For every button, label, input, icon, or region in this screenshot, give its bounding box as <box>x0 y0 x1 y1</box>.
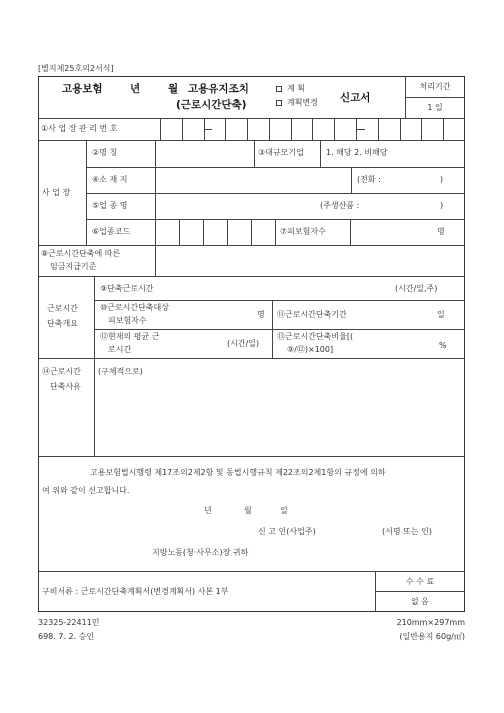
declaration-text-line2: 여 위와 같이 신고합니다. <box>42 486 130 495</box>
reduction-ratio-label-line1: ⑬근로시간단축비율[( <box>277 332 354 341</box>
plan-option-label: 계 획 <box>287 84 305 93</box>
form-title-part2: 고용유지조치 <box>188 83 249 95</box>
large-company-options[interactable]: 1. 해당 2. 비해당 <box>326 148 388 157</box>
biz-number-label: ①사 업 장 관 리 번 호 <box>41 124 118 133</box>
report-label: 신고서 <box>340 92 371 104</box>
target-count-unit: 명 <box>257 310 265 319</box>
reduction-period-field[interactable] <box>360 301 430 328</box>
paper-size: 210mm×297mm <box>396 618 465 627</box>
plan-checkbox[interactable] <box>276 86 282 92</box>
reduction-ratio-label-line2: ⑨/⑫)×100] <box>287 345 334 354</box>
main-product-label: (주생산품 : <box>320 201 360 210</box>
target-count-field[interactable] <box>185 301 255 328</box>
reporter-label: 신 고 인(사업주) <box>258 527 316 536</box>
workplace-label: 사 업 장 <box>42 188 71 197</box>
form-number: [별지제25호의2서식] <box>38 64 114 73</box>
large-company-label: ③대규모기업 <box>258 148 304 157</box>
form-title-part1: 고용보험 <box>62 83 103 95</box>
target-count-label-line1: ⑩근로시간단축대상 <box>100 303 169 312</box>
address-field[interactable] <box>156 168 350 192</box>
industry-label: ⑤업 종 명 <box>92 201 128 210</box>
reduction-period-unit: 일 <box>437 310 445 319</box>
target-count-label-line2: 피보험자수 <box>108 316 147 325</box>
biz-number-dash <box>204 129 212 130</box>
fee-label: 수 수 료 <box>405 577 435 586</box>
avg-hours-label-line1: ⑫현재의 평균 근 <box>100 332 160 341</box>
reason-label-line2: 단축사유 <box>50 382 81 391</box>
reduced-hours-label: ⑨단축근로시간 <box>100 284 154 293</box>
date-year-label: 년 <box>204 506 212 515</box>
signature-label[interactable]: (서명 또는 인) <box>382 527 432 536</box>
name-field[interactable] <box>156 141 253 166</box>
recipient-label: 지방노동(청·사무소)장 귀하 <box>152 548 249 557</box>
overview-section-label-line1: 근로시간 <box>47 304 78 313</box>
reduction-ratio-field[interactable] <box>360 330 430 357</box>
insured-count-field[interactable] <box>351 220 441 244</box>
reduction-ratio-unit: % <box>439 341 447 350</box>
avg-hours-field[interactable] <box>185 330 225 357</box>
insured-count-unit: 명 <box>437 227 445 236</box>
overview-section-label-line2: 단축개요 <box>47 319 78 328</box>
plan-change-checkbox[interactable] <box>276 100 282 106</box>
wage-criteria-label-line2: 임금지급기준 <box>50 262 97 271</box>
address-label: ④소 재 지 <box>92 175 128 184</box>
main-product-close: ) <box>440 201 444 210</box>
form-title-month: 월 <box>168 83 179 95</box>
fee-value: 없 음 <box>411 597 429 606</box>
required-documents: 구비서류 : 근로시간단축계획서(변경계획서) 사본 1부 <box>42 587 229 596</box>
wage-criteria-field[interactable] <box>156 246 464 275</box>
insured-count-label: ⑦피보험자수 <box>280 227 326 236</box>
avg-hours-label-line2: 로시간 <box>108 345 132 354</box>
approval-date: 698. 7. 2. 승인 <box>38 632 95 641</box>
industry-field[interactable] <box>156 194 316 218</box>
biz-number-dash <box>357 129 365 130</box>
industry-code-label: ⑥업종코드 <box>92 227 131 236</box>
phone-close: ) <box>440 175 444 184</box>
form-title-year: 년 <box>130 83 141 95</box>
declaration-text-line1: 고용보험법시행령 제17조의2제2항 및 동법시행규칙 제22조의2제1항의 규정에 의하 <box>90 468 386 477</box>
name-label: ②명 칭 <box>92 148 118 157</box>
phone-label: (전화 : <box>357 175 381 184</box>
reason-hint: (구체적으로) <box>98 367 143 376</box>
form-code: 32325-22411민 <box>38 618 100 627</box>
wage-criteria-label-line1: ⑧근로시간단축에 따른 <box>41 249 121 258</box>
reason-field[interactable] <box>95 380 464 455</box>
processing-period-label: 처리기간 <box>419 82 451 91</box>
avg-hours-unit: (시간/일) <box>227 339 260 348</box>
paper-spec: (일반용지 60g/㎡) <box>399 632 465 641</box>
processing-period-value: 1 일 <box>427 103 443 112</box>
form-subtitle: (근로시간단축) <box>176 99 247 111</box>
reduced-hours-unit: (시간/일,주) <box>395 284 438 293</box>
reduction-period-label: ⑪근로시간단축기간 <box>277 310 347 319</box>
reason-label-line1: ⑭근로시간 <box>42 367 81 376</box>
reduced-hours-field[interactable] <box>180 277 390 299</box>
date-day-label: 일 <box>280 506 288 515</box>
plan-change-option-label: 계획변경 <box>287 98 318 107</box>
industry-code-field[interactable] <box>155 219 275 245</box>
date-month-label: 월 <box>244 506 252 515</box>
